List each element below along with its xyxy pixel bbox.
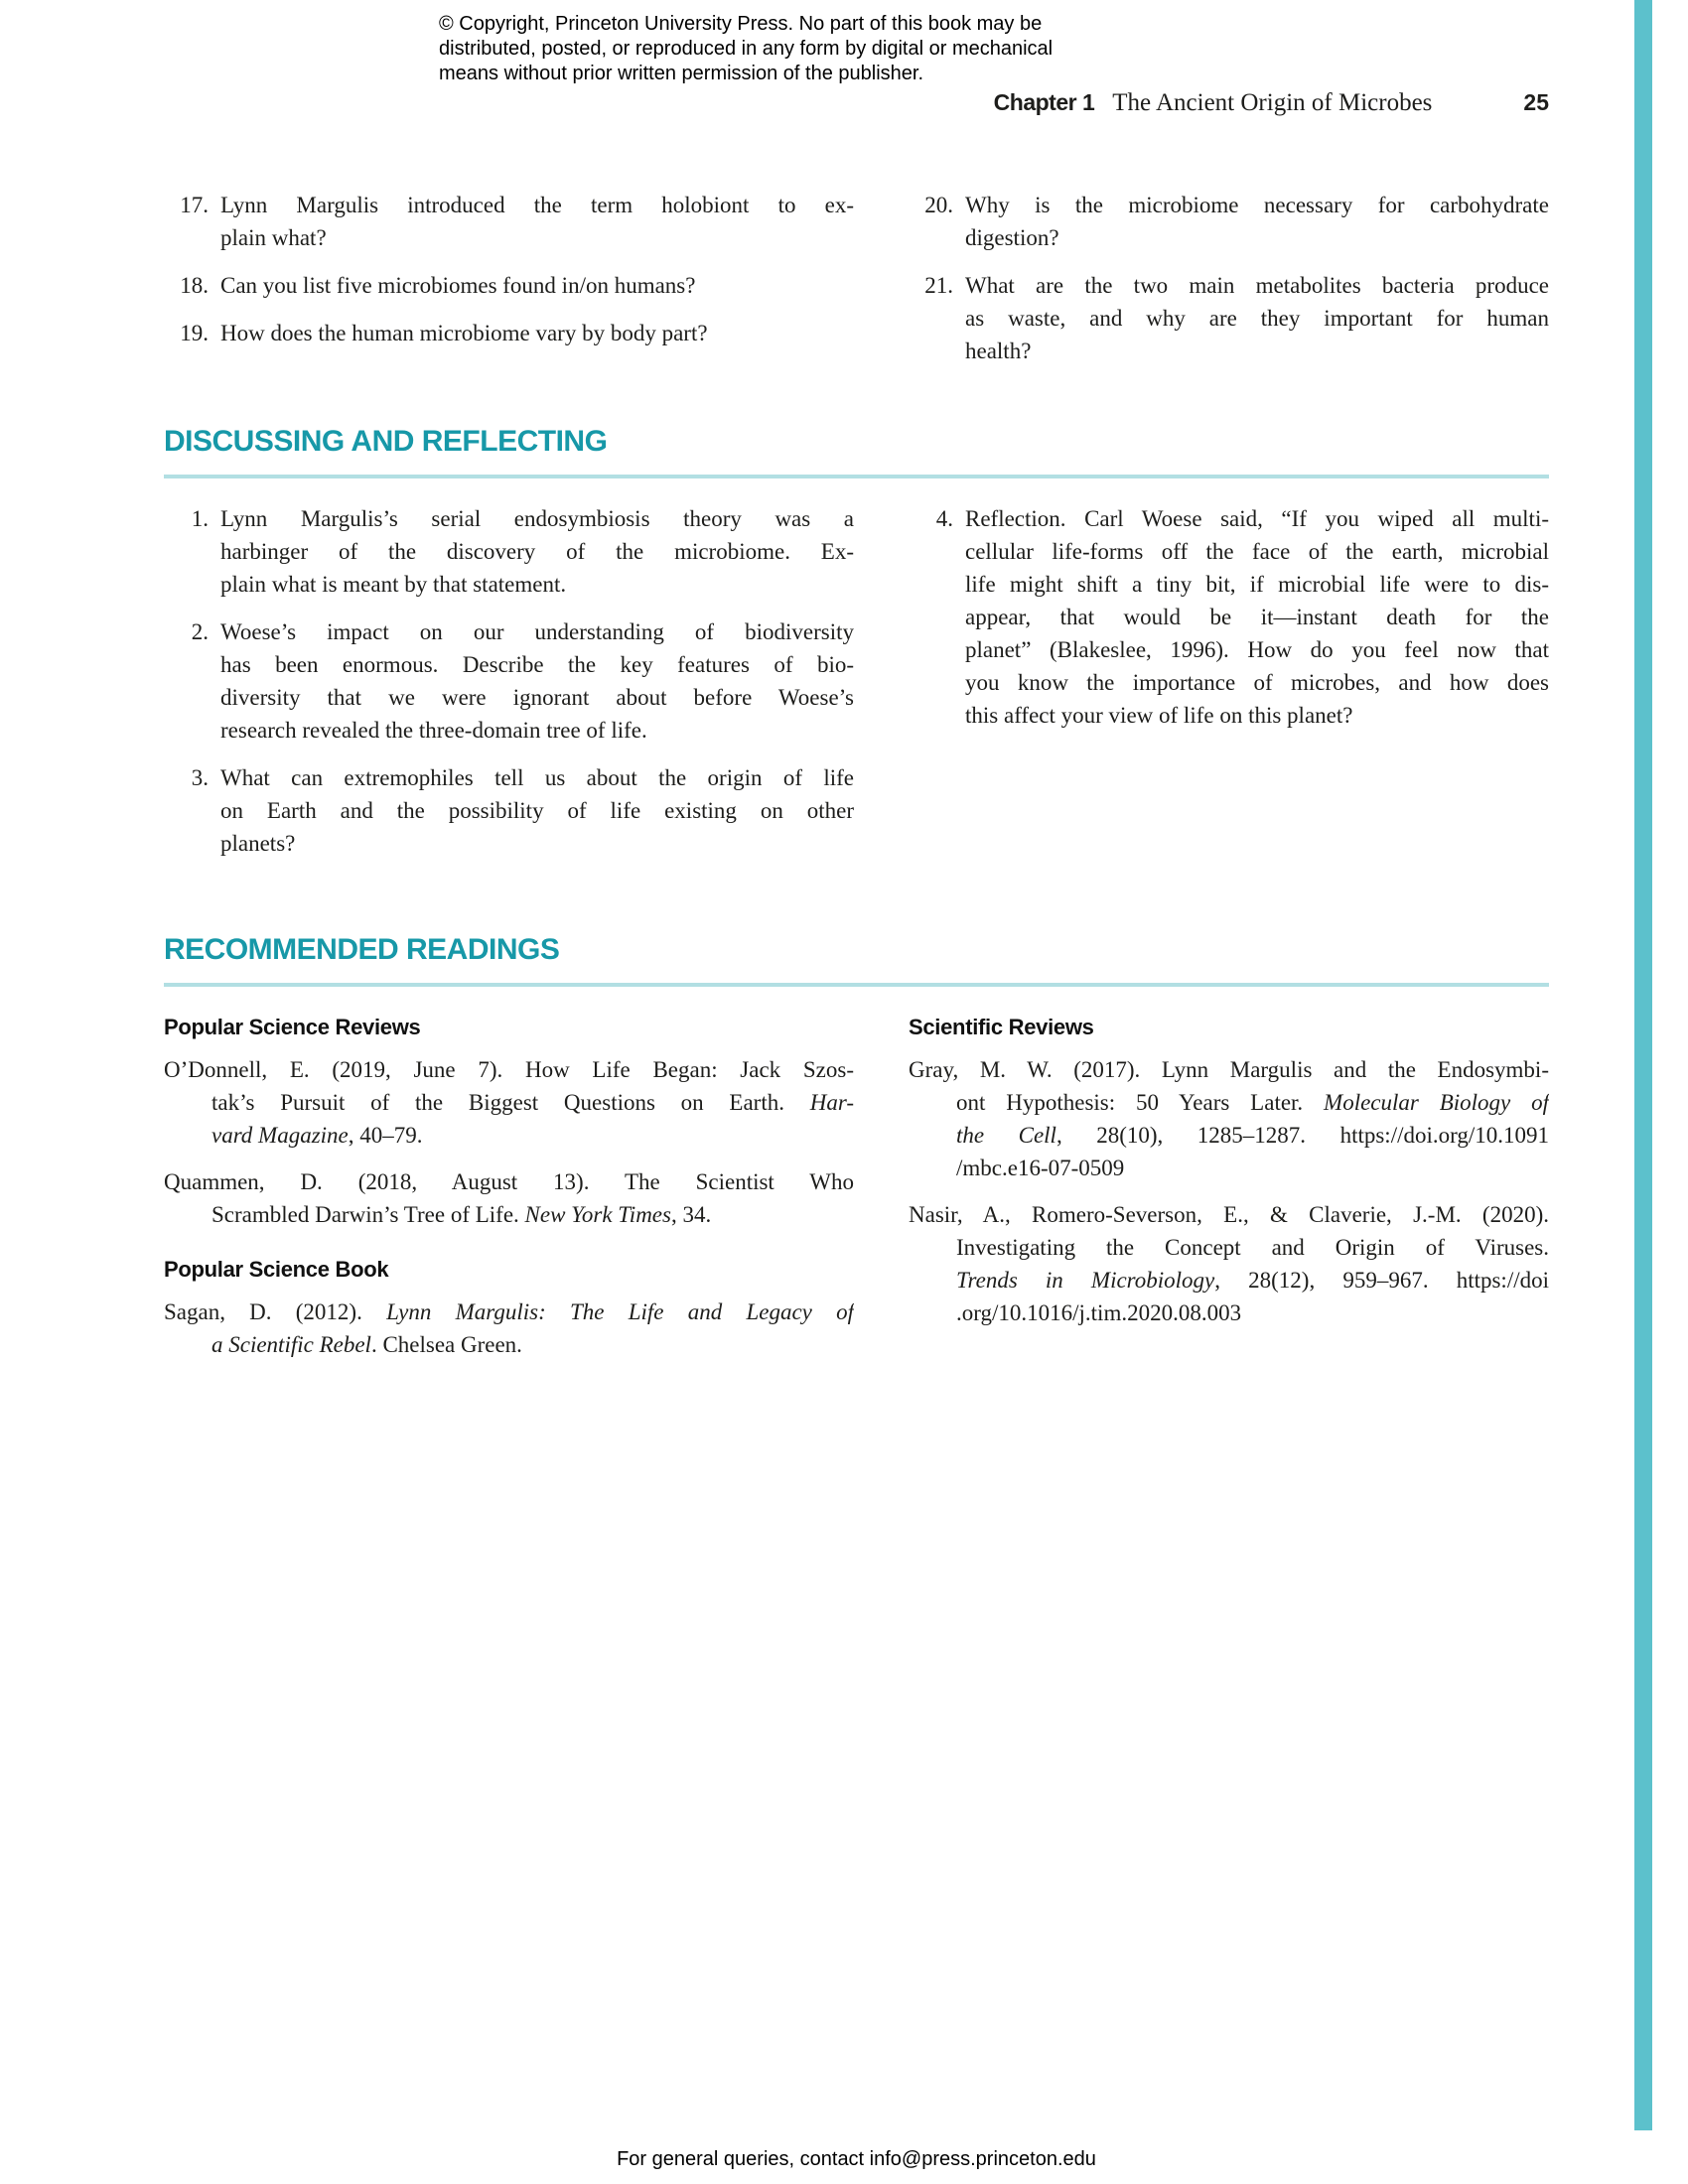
item-text: Why is the microbiome necessary for carbohydrate digestion? [965, 193, 1549, 250]
subsection-heading-scientific-reviews: Scientific Reviews [909, 1015, 1094, 1039]
item-number: 1. [191, 506, 209, 531]
subsection-heading-popular-science-reviews: Popular Science Reviews [164, 1015, 421, 1039]
reference-sagan: Sagan, D. (2012). Lynn Margulis: The Life and Legacy of a Scientific Rebel. Chelsea Green. [164, 1299, 854, 1357]
copyright-line: means without prior written permission of the publisher. [439, 63, 924, 84]
discussing-body [164, 502, 1549, 860]
review-questions [164, 189, 1549, 367]
discussing-section [164, 425, 1549, 860]
section-heading-readings: RECOMMENDED READINGS [164, 933, 560, 966]
question-item [164, 269, 854, 302]
section-rule [164, 475, 1549, 478]
discussion-item [164, 761, 854, 860]
item-number: 2. [191, 619, 209, 644]
item-text: What are the two main metabolites bacteria produce as waste, and why are they important for human health? [965, 273, 1549, 363]
item-number: 3. [191, 765, 209, 790]
item-text: Reflection. Carl Woese said, “If you wiped all multi- cellular life-forms off the face of the earth, microbial life might shift a tiny bit, if microbial life were to dis- appear, that would be it—instant death for the planet” (Blakeslee, 1996). How do you feel now that you know the importance of microbes, and how does this affect your view of life on this planet? [965, 506, 1549, 728]
footer-contact-text: For general queries, contact info@press.princeton.edu [617, 2148, 1096, 2170]
discussion-item [164, 502, 854, 601]
item-number: 20. [924, 193, 953, 217]
question-item [909, 189, 1549, 254]
copyright-notice [439, 12, 1233, 86]
reference-gray: Gray, M. W. (2017). Lynn Margulis and the Endosymbi- ont Hypothesis: 50 Years Later. Molecular Biology of the Cell, 28(10), 1285–1287. https://doi.org/10.1091 /mbc.e16-07-0509 [909, 1057, 1549, 1180]
item-text: How does the human microbiome vary by body part? [220, 321, 708, 345]
section-heading-discussing: DISCUSSING AND REFLECTING [164, 425, 608, 458]
section-rule [164, 983, 1549, 987]
copyright-line: © Copyright, Princeton University Press. No part of this book may be [439, 13, 1043, 35]
questions-right-column [909, 189, 1549, 367]
question-item [164, 317, 854, 349]
item-text: Lynn Margulis’s serial endosymbiosis theory was a harbinger of the discovery of the microbiome. Ex- plain what is meant by that statement. [220, 506, 854, 597]
item-number: 21. [924, 273, 953, 298]
item-text: Can you list five microbiomes found in/on humans? [220, 273, 696, 298]
discussion-item [909, 502, 1549, 732]
readings-left-column [164, 1011, 854, 1375]
running-head [164, 89, 1549, 117]
discussing-left-column [164, 502, 854, 860]
item-number: 17. [180, 193, 209, 217]
readings-section [164, 933, 1549, 1375]
item-text: What can extremophiles tell us about the origin of life on Earth and the possibility of life existing on other planets? [220, 765, 854, 856]
reference-odonnell: O’Donnell, E. (2019, June 7). How Life Began: Jack Szos- tak’s Pursuit of the Biggest Questions on Earth. Har- vard Magazine, 40–79. [164, 1057, 854, 1148]
discussing-right-column [909, 502, 1549, 860]
question-item [164, 189, 854, 254]
readings-right-column [909, 1011, 1549, 1375]
questions-left-column [164, 189, 854, 367]
item-text: Lynn Margulis introduced the term holobiont to ex- plain what? [220, 193, 854, 250]
chapter-title: The Ancient Origin of Microbes [1112, 89, 1433, 116]
item-number: 4. [935, 506, 953, 531]
chapter-label: Chapter 1 [993, 89, 1095, 115]
item-number: 19. [180, 321, 209, 345]
item-number: 18. [180, 273, 209, 298]
item-text: Woese’s impact on our understanding of biodiversity has been enormous. Describe the key features of bio- diversity that we were ignorant about before Woese’s research revealed the three-domain tree of life. [220, 619, 854, 743]
reference-nasir: Nasir, A., Romero-Severson, E., & Claverie, J.-M. (2020). Investigating the Concept and Origin of Viruses. Trends in Microbiology, 28(12), 959–967. https://doi .org/10.1016/j.tim.2020.08.003 [909, 1202, 1549, 1325]
readings-body [164, 1011, 1549, 1375]
discussion-item [164, 615, 854, 747]
copyright-line: distributed, posted, or reproduced in any form by digital or mechanical [439, 38, 1054, 60]
page-number: 25 [1523, 89, 1549, 115]
page-edge-accent-bar [1634, 0, 1652, 2130]
subsection-heading-popular-science-book: Popular Science Book [164, 1257, 389, 1282]
reference-quammen: Quammen, D. (2018, August 13). The Scientist Who Scrambled Darwin’s Tree of Life. New York Times, 34. [164, 1169, 854, 1227]
question-item [909, 269, 1549, 367]
